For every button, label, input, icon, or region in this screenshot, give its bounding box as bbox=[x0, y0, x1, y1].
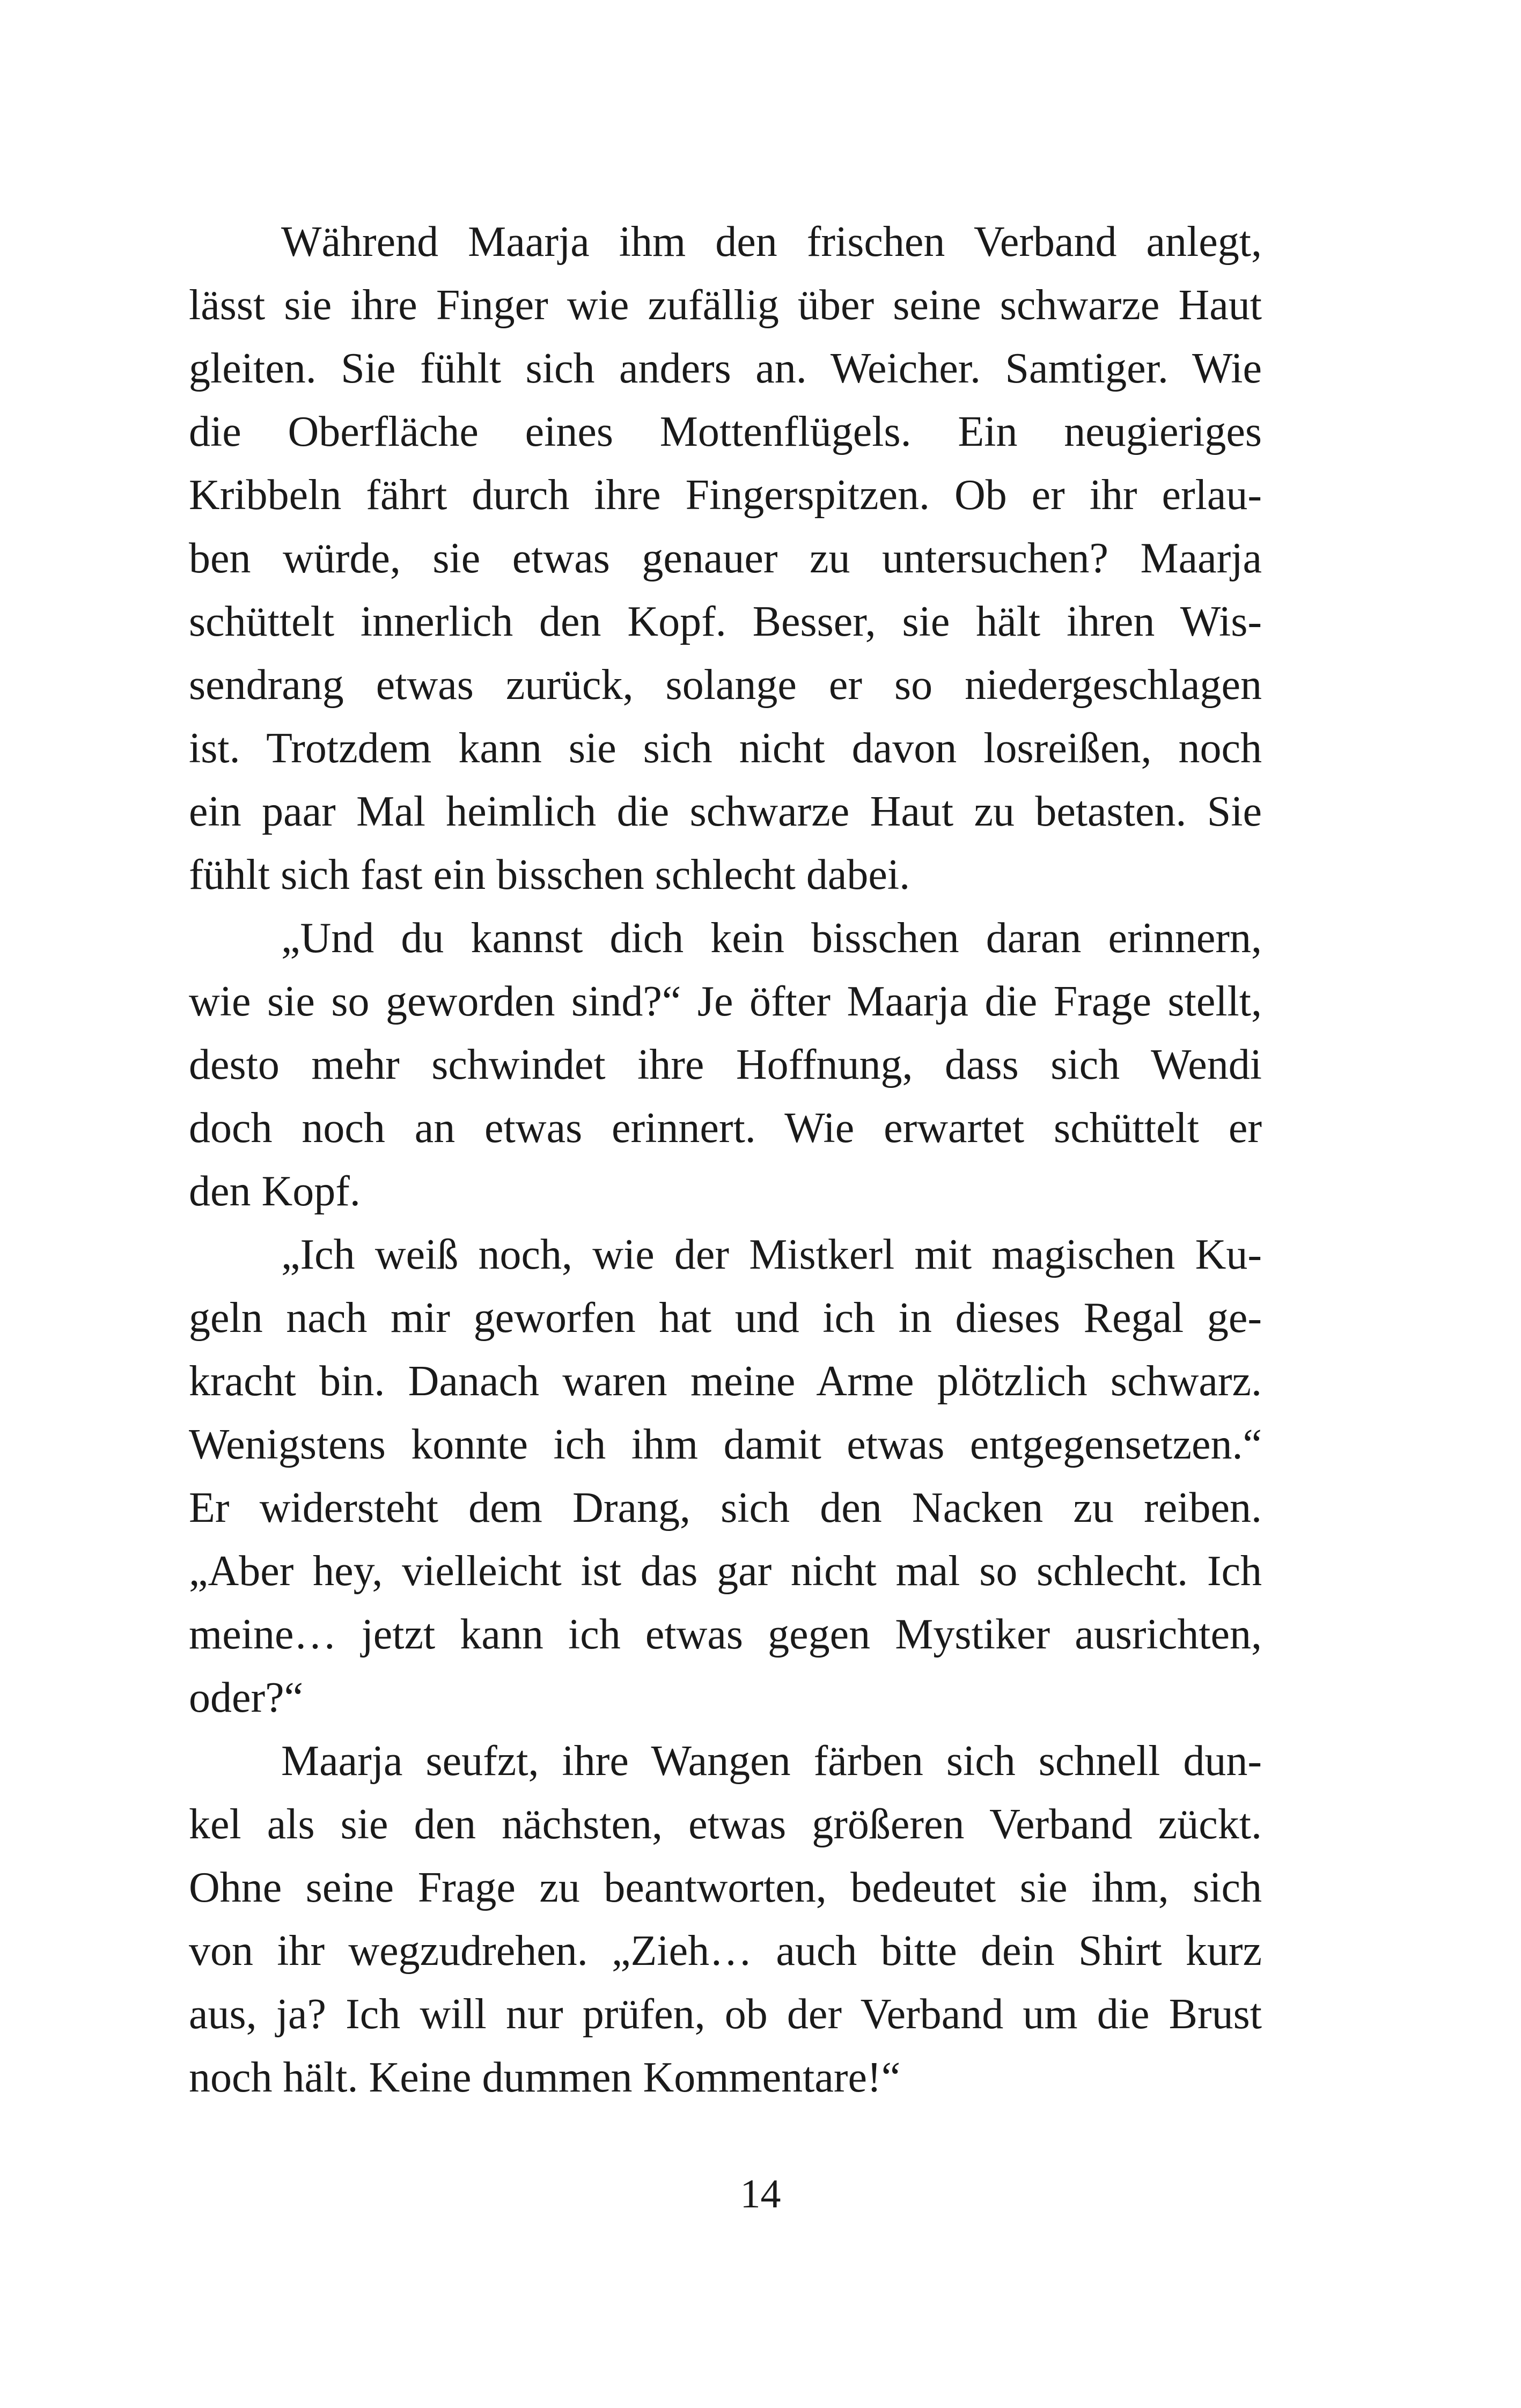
text-line: Ohne seine Frage zu beantworten, bedeutet sie ihm, sich bbox=[189, 1864, 1262, 1911]
text-line: fühlt sich fast ein bisschen schlecht dabei. bbox=[189, 851, 910, 899]
text-line: „Aber hey, vielleicht ist das gar nicht mal so schlecht. Ich bbox=[189, 1548, 1262, 1595]
text-line: doch noch an etwas erinnert. Wie erwartet schüttelt er bbox=[189, 1104, 1262, 1152]
text-line: desto mehr schwindet ihre Hoffnung, dass sich Wendi bbox=[189, 1041, 1262, 1088]
text-line: aus, ja? Ich will nur prüfen, ob der Verband um die Brust bbox=[189, 1991, 1262, 2038]
text-line: meine… jetzt kann ich etwas gegen Mystiker ausrichten, bbox=[189, 1611, 1262, 1658]
text-line: kel als sie den nächsten, etwas größeren Verband zückt. bbox=[189, 1801, 1262, 1848]
text-line: Kribbeln fährt durch ihre Fingerspitzen. Ob er ihr erlau- bbox=[189, 472, 1262, 519]
text-line: den Kopf. bbox=[189, 1168, 361, 1215]
text-line: Wenigstens konnte ich ihm damit etwas entgegensetzen.“ bbox=[189, 1421, 1262, 1468]
body-text bbox=[189, 210, 1262, 2109]
page-number: 14 bbox=[740, 2171, 781, 2216]
text-line: geln nach mir geworfen hat und ich in dieses Regal ge- bbox=[189, 1294, 1262, 1342]
text-line: ein paar Mal heimlich die schwarze Haut zu betasten. Sie bbox=[189, 788, 1262, 835]
text-line: „Und du kannst dich kein bisschen daran erinnern, bbox=[281, 915, 1262, 962]
text-line: Während Maarja ihm den frischen Verband anlegt, bbox=[281, 218, 1262, 266]
text-line: Maarja seufzt, ihre Wangen färben sich schnell dun- bbox=[281, 1737, 1262, 1785]
text-line: die Oberfläche eines Mottenflügels. Ein neugieriges bbox=[189, 408, 1262, 455]
paragraph-3 bbox=[189, 1223, 1262, 1729]
text-line: sendrang etwas zurück, solange er so niedergeschlagen bbox=[189, 661, 1262, 709]
text-line: schüttelt innerlich den Kopf. Besser, sie hält ihren Wis- bbox=[189, 598, 1262, 645]
text-line: lässt sie ihre Finger wie zufällig über seine schwarze Haut bbox=[189, 282, 1262, 329]
text-line: gleiten. Sie fühlt sich anders an. Weicher. Samtiger. Wie bbox=[189, 345, 1262, 392]
text-line: von ihr wegzudrehen. „Zieh… auch bitte dein Shirt kurz bbox=[189, 1927, 1262, 1975]
text-line: wie sie so geworden sind?“ Je öfter Maarja die Frage stellt, bbox=[189, 978, 1262, 1025]
text-line: Er widersteht dem Drang, sich den Nacken zu reiben. bbox=[189, 1484, 1262, 1531]
paragraph-2 bbox=[189, 907, 1262, 1223]
text-line: ist. Trotzdem kann sie sich nicht davon losreißen, noch bbox=[189, 725, 1262, 772]
text-line: noch hält. Keine dummen Kommentare!“ bbox=[189, 2054, 901, 2101]
paragraph-4 bbox=[189, 1729, 1262, 2109]
text-line: „Ich weiß noch, wie der Mistkerl mit magischen Ku- bbox=[281, 1231, 1262, 1278]
text-line: oder?“ bbox=[189, 1674, 304, 1721]
text-line: kracht bin. Danach waren meine Arme plötzlich schwarz. bbox=[189, 1358, 1262, 1405]
paragraph-1 bbox=[189, 210, 1262, 907]
text-line: ben würde, sie etwas genauer zu untersuchen? Maarja bbox=[189, 535, 1262, 582]
